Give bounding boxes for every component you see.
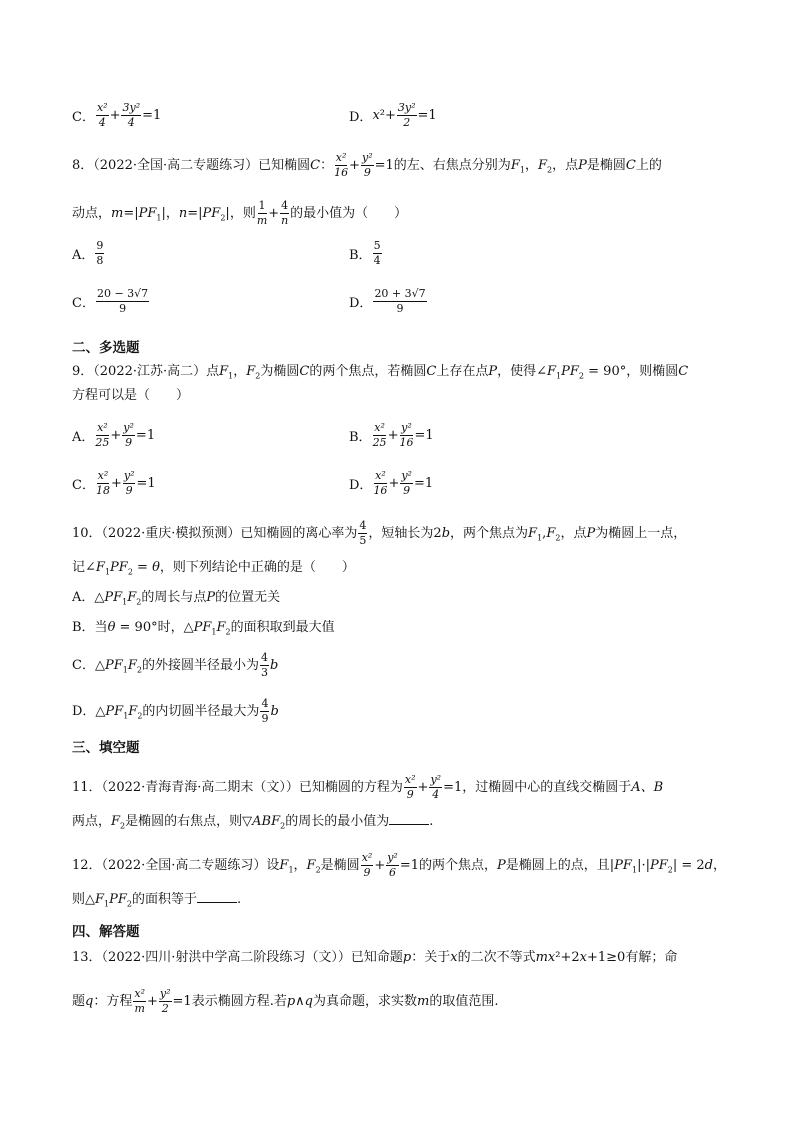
q12-text: 是椭圆 <box>320 858 360 873</box>
option-label: C． <box>72 478 95 493</box>
q9-text: 9．（2022·江苏·高二）点 <box>72 364 220 379</box>
option-text: 的内切圆半径最大为 <box>142 704 260 719</box>
q9-text: ，则椭圆 <box>626 364 679 379</box>
q13-line1: 13．（2022·四川·射洪中学高二阶段练习（文））已知命题p：关于x的二次不等式mx²+2x+1≥0有解；命 <box>72 950 678 965</box>
option-text: 的外接圆半径最小为 <box>141 658 259 673</box>
option-label: C． <box>72 110 95 125</box>
option-text: 的面积取到最大值 <box>230 620 335 635</box>
q10-text: 记 <box>72 560 86 575</box>
q10-option-a: A．$\triangle PF_1F_2$的周长与点P的位置无关 <box>72 590 281 607</box>
option-label: D． <box>349 110 373 125</box>
q10-text: ，点 <box>560 526 587 541</box>
q8-text: 动点， <box>72 206 112 221</box>
q11-text: 11．（2022·青海青海·高二期末（文））已知椭圆的方程为 <box>72 780 403 795</box>
section-heading-multiple-choice: 二、多选题 <box>72 340 140 356</box>
q7-option-c: C． x² 4 + 3y² 4 =1 <box>72 101 162 129</box>
q11-text: A、B <box>631 780 664 795</box>
q13-text: 为真命题，求实数 <box>313 994 418 1009</box>
q13-text: ：关于 <box>411 950 451 965</box>
q11-text: 是椭圆的右焦点，则 <box>125 814 243 829</box>
option-label: B． <box>349 248 372 263</box>
q13-text: 的二次不等式 <box>457 950 536 965</box>
q11-text: ，过椭圆中心的直线交椭圆于 <box>462 780 632 795</box>
section-heading-fill-blank: 三、填空题 <box>72 740 140 756</box>
option-label: A． <box>72 430 95 445</box>
q9-text: 上存在点 <box>436 364 489 379</box>
q8-text: 的最小值为（ ） <box>290 206 408 221</box>
option-text: A．△ <box>72 590 105 605</box>
q12-text: 的面积等于 <box>132 892 198 907</box>
q9-option-a: A． x² 25 + y² 9 =1 <box>72 421 156 449</box>
q13-text: 题 <box>72 994 86 1009</box>
option-label: D． <box>349 296 373 311</box>
q13-text: 的取值范围. <box>429 994 499 1009</box>
q8-text: 的左、右焦点分别为 <box>393 158 511 173</box>
q11-text: 的周长的最小值为 <box>285 814 390 829</box>
option-text: 时，△ <box>157 620 194 635</box>
q10-text: 10．（2022·重庆·模拟预测）已知椭圆的离心率为 <box>72 526 358 541</box>
q10-text: ，则下列结论中正确的是（ ） <box>159 560 355 575</box>
option-label: D． <box>349 478 373 493</box>
q9-line2: 方程可以是（ ） <box>72 388 190 403</box>
option-text: 的位置无关 <box>215 590 281 605</box>
q11-text: 两点， <box>72 814 112 829</box>
q12-text: 则△ <box>72 892 95 907</box>
q12-line2: 则$\triangle F_1PF_2$的面积等于 . <box>72 892 242 909</box>
q8-text: 8．（2022·全国·高二专题练习）已知椭圆 <box>72 158 311 173</box>
option-text: C．△ <box>72 658 105 673</box>
q10-option-d: D．$\triangle PF_1F_2$的内切圆半径最大为 $\frac{4}{9}$ b <box>72 697 279 725</box>
q11-text: . <box>429 814 434 829</box>
q10-text: 为椭圆上一点， <box>595 526 687 541</box>
q9-text: 的两个焦点，若椭圆 <box>309 364 427 379</box>
q10-option-c: C．$\triangle PF_1F_2$的外接圆半径最小为 $\frac{4}{3}$ b <box>72 651 279 679</box>
q7-option-d: D． x ²+ 3y² 2 =1 <box>349 101 437 129</box>
option-text: D．△ <box>72 704 106 719</box>
q8-line1: 8．（2022·全国·高二专题练习）已知椭圆C： $\frac{\text{x²}}{16}$ + $\frac{\text{y²}}{9}$ =1的左、右焦点分别为$F_1$，$F_2$，点P是椭圆C上的 <box>72 151 662 179</box>
q9-text: ，使得 <box>497 364 537 379</box>
q12-text: . <box>237 892 242 907</box>
q12-text: 12．（2022·全国·高二专题练习）设 <box>72 858 280 873</box>
q9-text: 为椭圆 <box>260 364 300 379</box>
q13-text: 有解；命 <box>625 950 678 965</box>
option-text: 的周长与点 <box>141 590 207 605</box>
q8-option-d: D． 20 + 3√7 9 <box>349 287 426 315</box>
q10-text: ，短轴长为 <box>368 526 434 541</box>
q8-option-c: C． 20 − 3√7 9 <box>72 287 149 315</box>
section-heading-answer: 四、解答题 <box>72 924 140 940</box>
q8-text: 上的 <box>635 158 662 173</box>
q12-line1: 12．（2022·全国·高二专题练习）设$F_1$，$F_2$是椭圆 $\frac{\text{x²}}{9}$ + $\frac{\text{y²}}{6}$ =1的两个焦点，P是椭圆上的点，且$|PF_1|\cdot|PF_2| = 2d$， <box>72 851 726 879</box>
answer-blank[interactable] <box>389 824 429 825</box>
q8-option-a: A． 9 8 <box>72 239 104 267</box>
q8-text: ，则 <box>229 206 256 221</box>
option-label: C． <box>72 296 95 311</box>
q13-text: 13．（2022·四川·射洪中学高二阶段练习（文））已知命题 <box>72 950 403 965</box>
q8-text: ，点 <box>552 158 579 173</box>
q9-option-c: C． x² 18 + y² 9 =1 <box>72 469 156 497</box>
option-text: B．当 <box>72 620 108 635</box>
q12-text: 是椭圆上的点，且 <box>505 858 610 873</box>
q9-option-b: B． x² 25 + y² 16 =1 <box>349 421 434 449</box>
q13-text: 表示椭圆方程.若 <box>191 994 287 1009</box>
q10-line2: 记$\angle F_1PF_2 = \theta$，则下列结论中正确的是（ ） <box>72 560 355 577</box>
option-label: B． <box>349 430 372 445</box>
q9-option-d: D． x² 16 + y² 9 =1 <box>349 469 434 497</box>
q10-text: ，两个焦点为 <box>450 526 529 541</box>
q11-line2: 两点，$F_2$是椭圆的右焦点，则$▽ABF_2$的周长的最小值为 . <box>72 814 434 831</box>
option-label: A． <box>72 248 95 263</box>
q11-line1: 11．（2022·青海青海·高二期末（文））已知椭圆的方程为 $\frac{\text{x²}}{9}$ + $\frac{\text{y²}}{4}$ =1，过椭圆中心的直线交椭圆于A、B <box>72 773 664 801</box>
q8-line2: 动点，$m=|PF_1|$，$n=|PF_2|$，则 $\frac{1}{m}$ + $\frac{4}{n}$ 的最小值为（ ） <box>72 199 408 227</box>
q9-line1: 9．（2022·江苏·高二）点$F_1$，$F_2$为椭圆C的两个焦点，若椭圆C上存在点P，使得$\angle F_1PF_2 = 90^\circ$，则椭圆C <box>72 364 689 381</box>
q12-text: 的两个焦点， <box>419 858 498 873</box>
q10-option-b: B．当θ = 90°时，$\triangle PF_1F_2$的面积取到最大值 <box>72 620 335 637</box>
q8-text: 是椭圆 <box>586 158 626 173</box>
q10-line1: 10．（2022·重庆·模拟预测）已知椭圆的离心率为 $\frac{4}{5}$ ，短轴长为2b，两个焦点为$F_1,F_2$，点P为椭圆上一点， <box>72 519 687 547</box>
q13-line2: 题q：方程 $\frac{\text{x²}}{m}$ + $\frac{\text{y²}}{2}$ =1表示椭圆方程.若p∧q为真命题，求实数m的取值范围. <box>72 987 499 1015</box>
answer-blank[interactable] <box>197 902 237 903</box>
q8-option-b: B． 5 4 <box>349 239 381 267</box>
q13-text: ：方程 <box>93 994 133 1009</box>
